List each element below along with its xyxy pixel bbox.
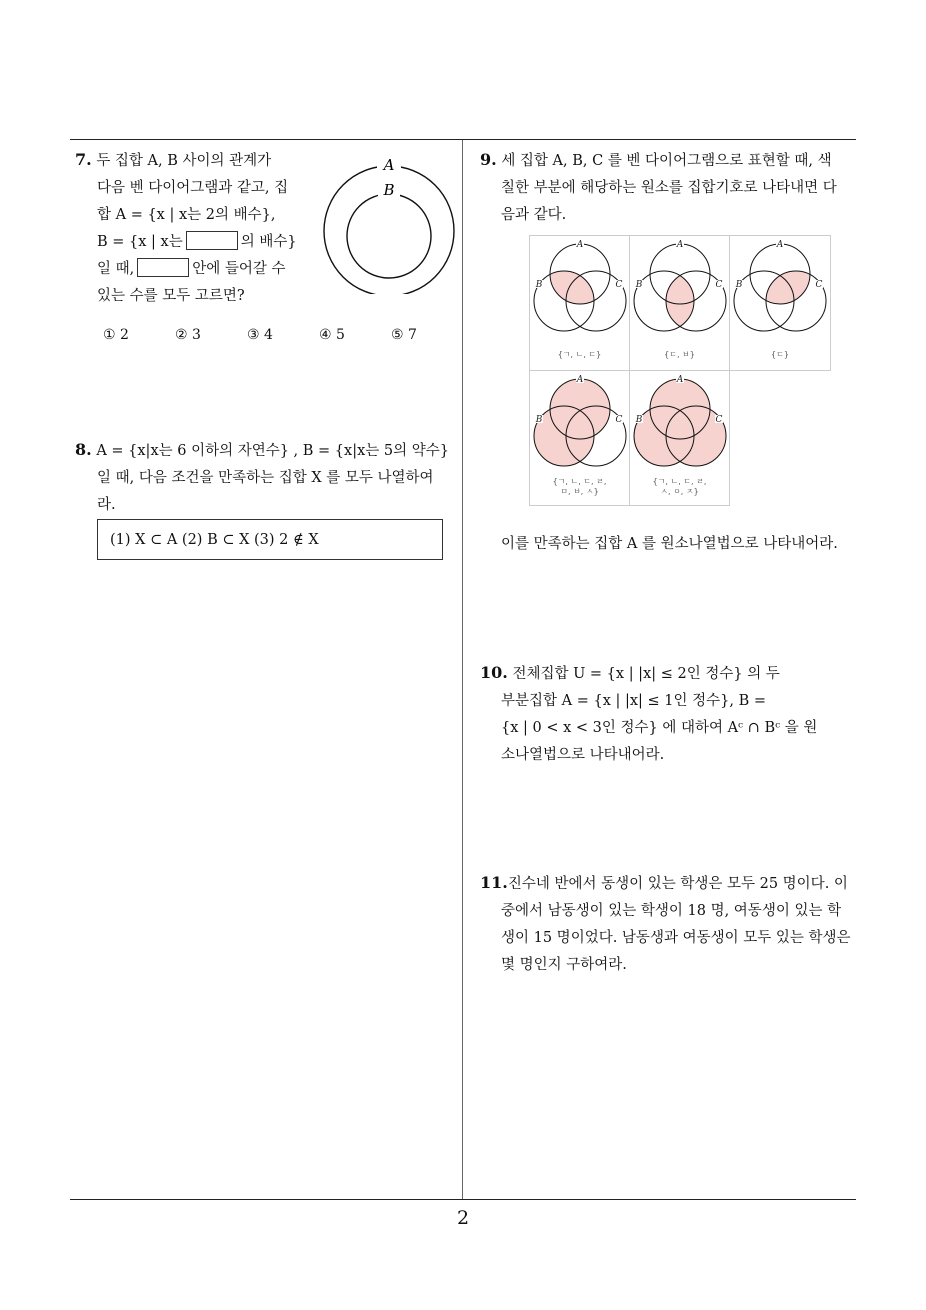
question-7 [75,146,315,310]
venn-label-c: C [815,280,823,290]
choice-2[interactable]: ② 3 [175,327,201,343]
venn-label-c: C [615,415,623,425]
venn-cell-4 [529,370,630,506]
venn-cell-2 [629,235,730,371]
question-11-line4: 몇 명인지 구하여라. [501,957,627,973]
question-8-line1: A = {x|x는 6 이하의 자연수} , B = {x|x는 5의 약수} [96,443,449,459]
question-7-line1: 두 집합 A, B 사이의 관계가 [96,153,272,169]
venn-diagram-3 [730,236,830,340]
question-7-line4b: 의 배수} [240,234,297,250]
venn-diagram-table [529,235,831,506]
venn-label-a: A [676,240,684,250]
venn-label-b: B [735,280,743,290]
venn-label-b: B [535,280,543,290]
question-10-line1: 전체집합 U = {x | |x| ≤ 2인 정수} 의 두 [512,666,780,682]
question-7-number: 7. [75,150,92,169]
choice-list [103,327,463,343]
choice-1[interactable]: ① 2 [103,327,129,343]
question-11-number: 11. [480,873,508,892]
venn-label-c: C [715,280,723,290]
question-10-line3: {x | 0 < x < 3인 정수} 에 대하여 Aᶜ ∩ Bᶜ 을 원 [501,720,818,736]
venn-caption-4a: {ㄱ, ㄴ, ㄷ, ㄹ, [552,477,607,486]
set-b-label: B [383,181,395,199]
column-divider [462,140,463,1200]
question-11-line1: 진수네 반에서 동생이 있는 학생은 모두 25 명이다. 이 [507,876,848,892]
question-9-line1: 세 집합 A, B, C 를 벤 다이어그램으로 표현할 때, 색 [501,153,832,169]
question-11 [480,869,860,979]
set-a-label: A [383,156,395,174]
venn-diagram-2 [630,236,730,340]
venn-label-a: A [576,240,584,250]
question-11-line3: 생이 15 명이었다. 남동생과 여동생이 모두 있는 학생은 [501,930,851,946]
venn-label-a: A [676,375,684,385]
question-11-line2: 중에서 남동생이 있는 학생이 18 명, 여동생이 있는 학 [501,903,842,919]
bottom-rule [70,1199,856,1200]
question-9-line2: 칠한 부분에 해당하는 원소를 집합기호로 나타내면 다 [501,180,837,196]
question-7-line6: 있는 수를 모두 고르면? [97,288,245,304]
choice-5[interactable]: ⑤ 7 [391,327,417,343]
subset-diagram [318,148,460,294]
venn-cell-5 [629,370,730,506]
choice-4[interactable]: ④ 5 [319,327,345,343]
venn-caption-4b: ㅁ, ㅂ, ㅅ} [560,487,599,496]
question-9-prompt: 이를 만족하는 집합 A 를 원소나열법으로 나타내어라. [501,536,838,552]
venn-caption-3: {ㄷ} [771,350,789,359]
question-10 [480,659,860,769]
question-8-number: 8. [75,440,92,459]
venn-diagram-5 [630,371,730,475]
venn-caption-5a: {ㄱ, ㄴ, ㄷ, ㄹ, [652,477,707,486]
venn-cell-3 [729,235,831,371]
set-b-circle [347,194,431,278]
venn-label-c: C [715,415,723,425]
question-10-line2: 부분집합 A = {x | |x| ≤ 1인 정수}, B = [501,693,767,709]
question-9-number: 9. [480,150,497,169]
question-8-line2: 일 때, 다음 조건을 만족하는 집합 X 를 모두 나열하여 [97,470,434,486]
venn-cell-1 [529,235,630,371]
venn-label-a: A [776,240,784,250]
venn-label-a: A [576,375,584,385]
venn-diagram-4 [530,371,630,475]
venn-diagram-1 [530,236,630,340]
venn-caption-2: {ㄷ, ㅂ} [664,350,695,359]
question-7-line2: 다음 벤 다이어그램과 같고, 집 [97,180,289,196]
question-10-line4: 소나열법으로 나타내어라. [501,747,665,763]
question-10-number: 10. [480,663,508,682]
question-7-line4a: B = {x | x는 [97,234,183,250]
question-7-line5b: 안에 들어갈 수 [192,261,286,277]
choice-3[interactable]: ③ 4 [247,327,273,343]
question-7-line5a: 일 때, [97,261,135,277]
venn-caption-1: {ㄱ, ㄴ, ㄷ} [557,350,602,359]
question-7-line3: 합 A = {x | x는 2의 배수}, [97,207,276,223]
condition-box: (1) X ⊂ A (2) B ⊂ X (3) 2 ∉ X [97,519,443,560]
venn-label-b: B [535,415,543,425]
answer-blank-2 [137,258,189,277]
venn-caption-5b: ㅅ, ㅇ, ㅈ} [660,487,699,496]
question-8 [75,436,460,519]
top-rule [70,139,856,140]
question-9-line3: 음과 같다. [501,207,567,223]
question-8-line3: 라. [97,497,116,513]
question-9 [480,146,860,229]
venn-label-c: C [615,280,623,290]
venn-label-b: B [635,280,643,290]
answer-blank [186,231,238,250]
page-number: 2 [456,1207,470,1229]
venn-label-b: B [635,415,643,425]
